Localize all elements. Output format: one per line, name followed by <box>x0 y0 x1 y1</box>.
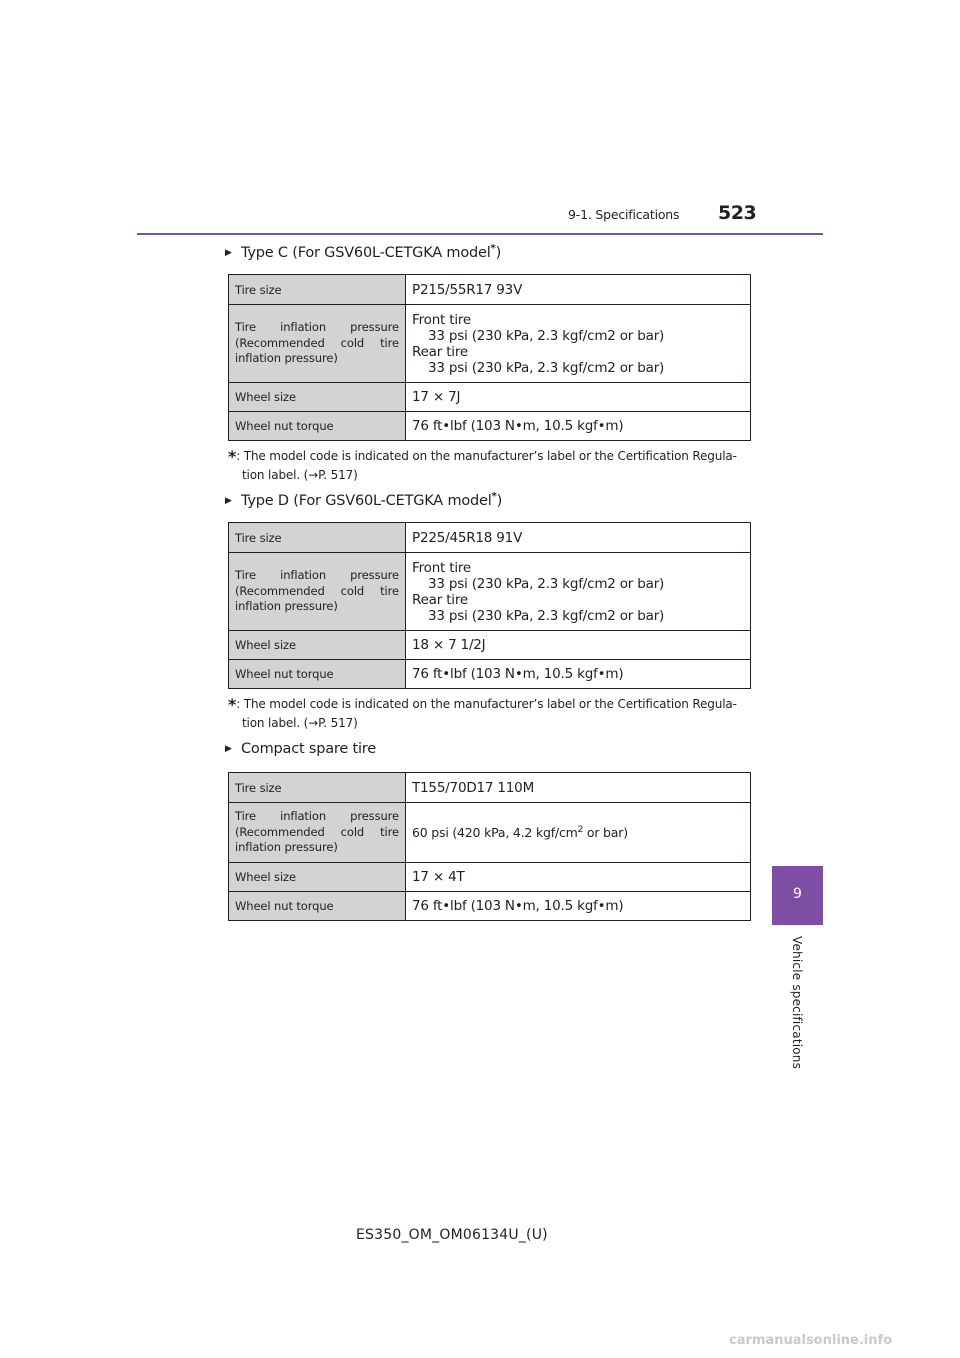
watermark: carmanualsonline.info <box>729 1333 893 1348</box>
row-label: Tire inflation pressure (Recommended cold tire inflation pressure) <box>229 803 406 863</box>
row-value: 76 ft•lbf (103 N•m, 10.5 kgf•m) <box>406 660 751 689</box>
front-value: 33 psi (230 kPa, 2.3 kgf/cm2 or bar) <box>428 327 665 344</box>
row-value <box>406 553 751 631</box>
table-row <box>229 305 751 383</box>
heading-text: Type D (For GSV60L-CETGKA model <box>241 492 492 509</box>
spec-table-type-c <box>228 274 751 441</box>
table-row <box>229 275 751 305</box>
row-label: Tire inflation pressure (Recommended cold tire inflation pressure) <box>229 553 406 631</box>
triangle-bullet-icon: ▶ <box>225 247 232 258</box>
header-divider <box>137 233 823 235</box>
row-value: 76 ft•lbf (103 N•m, 10.5 kgf•m) <box>406 412 751 441</box>
rear-value: 33 psi (230 kPa, 2.3 kgf/cm2 or bar) <box>428 607 665 624</box>
row-label: Wheel size <box>229 383 406 412</box>
rear-label: Rear tire <box>412 343 468 360</box>
chapter-tab <box>772 866 823 925</box>
asterisk-mark: * <box>228 447 237 466</box>
row-value: 17 × 7J <box>406 383 751 412</box>
table-row <box>229 631 751 660</box>
spec-table-type-d <box>228 522 751 689</box>
row-label: Wheel nut torque <box>229 892 406 921</box>
row-label: Wheel nut torque <box>229 660 406 689</box>
heading-text: Compact spare tire <box>241 741 376 757</box>
section-title: 9-1. Specifications <box>568 207 680 222</box>
spec-table-compact-spare <box>228 772 751 921</box>
section-heading-type-c: ▶ Type C (For GSV60L-CETGKA model*) <box>225 243 502 261</box>
table-row <box>229 383 751 412</box>
row-label: Wheel size <box>229 863 406 892</box>
front-label: Front tire <box>412 311 472 328</box>
row-label: Wheel nut torque <box>229 412 406 441</box>
table-row <box>229 523 751 553</box>
chapter-number: 9 <box>793 886 802 902</box>
triangle-bullet-icon: ▶ <box>225 744 232 754</box>
row-label: Tire size <box>229 275 406 305</box>
row-label: Tire inflation pressure (Recommended cold tire inflation pressure) <box>229 305 406 383</box>
asterisk-mark: * <box>228 695 237 714</box>
footnote: *: The model code is indicated on the manufacturer’s label or the Certification Regula- tion label. (→P. 517) <box>228 447 737 482</box>
table-row <box>229 892 751 921</box>
page-number: 523 <box>718 202 757 224</box>
row-label: Tire size <box>229 773 406 803</box>
rear-label: Rear tire <box>412 591 468 608</box>
footnote: *: The model code is indicated on the manufacturer’s label or the Certification Regula- tion label. (→P. 517) <box>228 695 737 730</box>
triangle-bullet-icon: ▶ <box>225 495 232 506</box>
asterisk-mark: * <box>491 491 497 502</box>
row-value: 60 psi (420 kPa, 4.2 kgf/$cm^2$ or bar) <box>406 803 751 863</box>
row-value: P215/55R17 93V <box>406 275 751 305</box>
row-label: Wheel size <box>229 631 406 660</box>
document-code: ES350_OM_OM06134U_(U) <box>356 1227 548 1243</box>
section-heading-type-d: ▶ Type D (For GSV60L-CETGKA model*) <box>225 491 503 509</box>
table-row <box>229 553 751 631</box>
rear-value: 33 psi (230 kPa, 2.3 kgf/cm2 or bar) <box>428 359 665 376</box>
row-label: Tire size <box>229 523 406 553</box>
front-label: Front tire <box>412 559 472 576</box>
row-value: P225/45R18 91V <box>406 523 751 553</box>
chapter-title: Vehicle specifications <box>790 936 804 1070</box>
table-row <box>229 660 751 689</box>
table-row <box>229 803 751 863</box>
table-row <box>229 773 751 803</box>
section-heading-compact-spare <box>225 741 376 757</box>
row-value: 17 × 4T <box>406 863 751 892</box>
row-value <box>406 305 751 383</box>
table-row <box>229 412 751 441</box>
front-value: 33 psi (230 kPa, 2.3 kgf/cm2 or bar) <box>428 575 665 592</box>
row-value: 76 ft•lbf (103 N•m, 10.5 kgf•m) <box>406 892 751 921</box>
heading-text: Type C (For GSV60L-CETGKA model <box>241 244 491 261</box>
row-value: T155/70D17 110M <box>406 773 751 803</box>
row-value: 18 × 7 1/2J <box>406 631 751 660</box>
table-row <box>229 863 751 892</box>
asterisk-mark: * <box>490 243 496 254</box>
